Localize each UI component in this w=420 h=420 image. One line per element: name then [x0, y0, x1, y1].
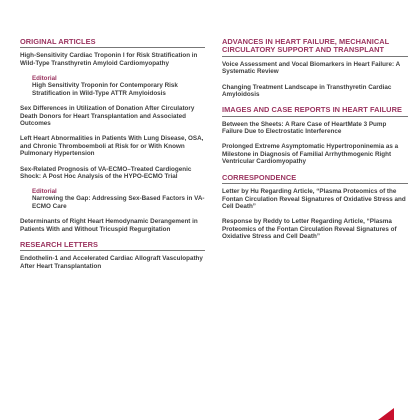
- editorial-label: Editorial: [32, 188, 57, 196]
- article-entry[interactable]: Between the Sheets: A Rare Case of HeartMate 3 Pump Failure Due to Electrostatic Interference: [222, 120, 387, 136]
- article-entry[interactable]: Sex-Related Prognosis of VA-ECMO–Treated Cardiogenic Shock: A Post Hoc Analysis of the HYPO-ECMO Trial: [20, 165, 192, 181]
- article-entry[interactable]: Letter by Hu Regarding Article, “Plasma Proteomics of the Fontan Circulation Reveal Signatures of Oxidative Stress and Cell Death”: [222, 187, 406, 211]
- section-advances-heart-failure: [222, 38, 408, 99]
- section-original-articles: [20, 38, 205, 233]
- article-entry[interactable]: Determinants of Right Heart Hemodynamic Derangement in Patients With and Without Tricuspid Regurgitation: [20, 218, 198, 233]
- editorial-label: Editorial: [32, 75, 57, 83]
- section-title: RESEARCH LETTERS: [20, 241, 205, 251]
- editorial-block: [32, 75, 205, 97]
- article-entry[interactable]: Changing Treatment Landscape in Transthyretin Cardiac Amyloidosis: [222, 83, 392, 99]
- section-research-letters: [20, 241, 205, 271]
- article-entry[interactable]: Voice Assessment and Vocal Biomarkers in Heart Failure: A Systematic Review: [222, 60, 400, 76]
- article-entry[interactable]: Prolonged Extreme Asymptomatic Hypertroponinemia as a Milestone in Diagnosis of Familial Arrhythmogenic Right Ventricular Cardiomyopathy: [222, 143, 399, 166]
- article-entry[interactable]: Endothelin-1 and Accelerated Cardiac Allograft Vasculopathy After Heart Transplantation: [20, 255, 203, 270]
- article-entry[interactable]: Left Heart Abnormalities in Patients With Lung Disease, OSA, and Chronic Thromboemboli at Risk for or With Known Pulmonary Hypertension: [20, 135, 204, 158]
- section-images-case-reports: [222, 106, 408, 166]
- left-column: [20, 38, 205, 278]
- section-title: ORIGINAL ARTICLES: [20, 38, 205, 48]
- section-title: CORRESPONDENCE: [222, 174, 408, 184]
- section-title: ADVANCES IN HEART FAILURE, MECHANICAL CIRCULATORY SUPPORT AND TRANSPLANT: [222, 38, 408, 57]
- editorial-entry[interactable]: Narrowing the Gap: Addressing Sex-Based Factors in VA-ECMO Care: [32, 195, 205, 211]
- editorial-block: [32, 188, 205, 210]
- editorial-entry[interactable]: High Sensitivity Troponin for Contemporary Risk Stratification in Wild-Type ATTR Amyloidosis: [32, 82, 178, 97]
- article-entry[interactable]: Sex Differences in Utilization of Donation After Circulatory Death Donors for Heart Transplantation and Associated Outcomes: [20, 104, 195, 128]
- corner-accent-mark: [378, 408, 394, 420]
- article-entry[interactable]: Response by Reddy to Letter Regarding Article, “Plasma Proteomics of the Fontan Circulation Reveal Signatures of Oxidative Stress and Cell Death”: [222, 218, 397, 241]
- article-entry[interactable]: High-Sensitivity Cardiac Troponin I for Risk Stratification in Wild-Type Transthyretin Amyloid Cardiomyopathy: [20, 52, 198, 67]
- section-correspondence: [222, 174, 408, 241]
- section-title: IMAGES AND CASE REPORTS IN HEART FAILURE: [222, 106, 408, 116]
- right-column: [222, 38, 408, 249]
